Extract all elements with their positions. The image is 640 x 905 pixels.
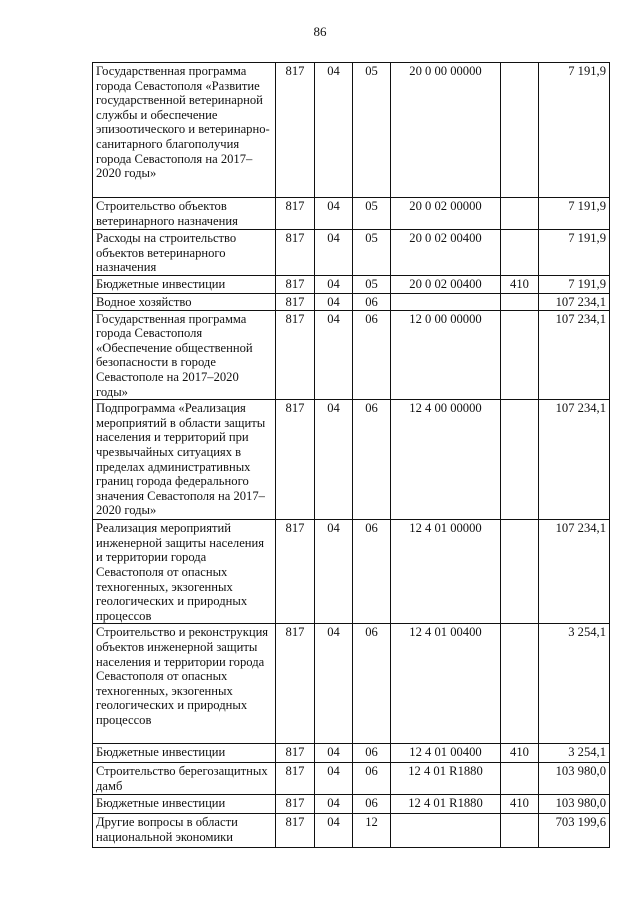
row-name: Бюджетные инвестиции <box>93 795 276 814</box>
expense-type-code <box>501 400 539 520</box>
section-code: 04 <box>315 276 353 294</box>
ministry-code: 817 <box>276 624 315 744</box>
table-row <box>93 310 610 400</box>
subsection-code: 06 <box>353 744 391 763</box>
subsection-code: 06 <box>353 624 391 744</box>
section-code: 04 <box>315 294 353 311</box>
ministry-code: 817 <box>276 198 315 230</box>
section-code: 04 <box>315 763 353 795</box>
ministry-code: 817 <box>276 814 315 848</box>
page-number: 86 <box>313 24 327 39</box>
expense-type-code <box>501 520 539 624</box>
table-row <box>93 63 610 198</box>
ministry-code: 817 <box>276 763 315 795</box>
expense-type-code <box>501 814 539 848</box>
table-row <box>93 198 610 230</box>
target-article-code <box>391 294 501 311</box>
amount: 703 199,6 <box>539 814 610 848</box>
subsection-code: 05 <box>353 230 391 276</box>
expense-type-code <box>501 763 539 795</box>
expense-type-code <box>501 310 539 400</box>
row-name: Расходы на строительство объектов ветеринарного назначения <box>93 230 276 276</box>
subsection-code: 05 <box>353 63 391 198</box>
row-name: Бюджетные инвестиции <box>93 744 276 763</box>
ministry-code: 817 <box>276 310 315 400</box>
row-name: Реализация мероприятий инженерной защиты населения и территории города Севастополя от опасных техногенных, экзогенных геологических и природных процессов <box>93 520 276 624</box>
table-row <box>93 520 610 624</box>
row-name: Бюджетные инвестиции <box>93 276 276 294</box>
row-name: Водное хозяйство <box>93 294 276 311</box>
subsection-code: 06 <box>353 310 391 400</box>
section-code: 04 <box>315 400 353 520</box>
row-name: Подпрограмма «Реализация мероприятий в области защиты населения и территорий при чрезвычайных ситуациях в пределах административных границ города федерального значения Севастополя на 2017–2020 годы» <box>93 400 276 520</box>
target-article-code: 20 0 02 00400 <box>391 276 501 294</box>
expense-type-code <box>501 624 539 744</box>
table-row <box>93 814 610 848</box>
row-name: Государственная программа города Севастополя «Развитие государственной ветеринарной службы и обеспечение эпизоотического и ветеринарно-санитарного благополучия города Севастополя на 2017–2020 годы» <box>93 63 276 198</box>
target-article-code: 20 0 00 00000 <box>391 63 501 198</box>
target-article-code <box>391 814 501 848</box>
amount: 7 191,9 <box>539 276 610 294</box>
table-row <box>93 400 610 520</box>
row-name: Другие вопросы в области национальной экономики <box>93 814 276 848</box>
table-row <box>93 276 610 294</box>
section-code: 04 <box>315 795 353 814</box>
row-name: Строительство берегозащитных дамб <box>93 763 276 795</box>
subsection-code: 05 <box>353 276 391 294</box>
amount: 103 980,0 <box>539 763 610 795</box>
target-article-code: 12 4 01 00400 <box>391 744 501 763</box>
section-code: 04 <box>315 520 353 624</box>
table-row <box>93 744 610 763</box>
table-row <box>93 795 610 814</box>
table-row <box>93 294 610 311</box>
amount: 107 234,1 <box>539 294 610 311</box>
subsection-code: 05 <box>353 198 391 230</box>
target-article-code: 20 0 02 00000 <box>391 198 501 230</box>
ministry-code: 817 <box>276 795 315 814</box>
amount: 7 191,9 <box>539 230 610 276</box>
amount: 7 191,9 <box>539 63 610 198</box>
amount: 107 234,1 <box>539 400 610 520</box>
section-code: 04 <box>315 230 353 276</box>
ministry-code: 817 <box>276 63 315 198</box>
row-name: Строительство и реконструкция объектов инженерной защиты населения и территории города Севастополя от опасных техногенных, экзогенных геологических и природных процессов <box>93 624 276 744</box>
subsection-code: 12 <box>353 814 391 848</box>
budget-table <box>92 62 610 848</box>
subsection-code: 06 <box>353 294 391 311</box>
section-code: 04 <box>315 624 353 744</box>
table-row <box>93 624 610 744</box>
row-name: Строительство объектов ветеринарного назначения <box>93 198 276 230</box>
ministry-code: 817 <box>276 276 315 294</box>
expense-type-code: 410 <box>501 276 539 294</box>
section-code: 04 <box>315 63 353 198</box>
expense-type-code <box>501 198 539 230</box>
amount: 103 980,0 <box>539 795 610 814</box>
amount: 107 234,1 <box>539 310 610 400</box>
section-code: 04 <box>315 310 353 400</box>
ministry-code: 817 <box>276 400 315 520</box>
subsection-code: 06 <box>353 795 391 814</box>
expense-type-code <box>501 230 539 276</box>
amount: 3 254,1 <box>539 624 610 744</box>
ministry-code: 817 <box>276 230 315 276</box>
ministry-code: 817 <box>276 294 315 311</box>
expense-type-code: 410 <box>501 744 539 763</box>
section-code: 04 <box>315 198 353 230</box>
target-article-code: 20 0 02 00400 <box>391 230 501 276</box>
table-row <box>93 763 610 795</box>
target-article-code: 12 4 01 R1880 <box>391 795 501 814</box>
target-article-code: 12 4 01 00000 <box>391 520 501 624</box>
ministry-code: 817 <box>276 744 315 763</box>
amount: 7 191,9 <box>539 198 610 230</box>
amount: 107 234,1 <box>539 520 610 624</box>
expense-type-code: 410 <box>501 795 539 814</box>
row-name: Государственная программа города Севастополя «Обеспечение общественной безопасности в городе Севастополе на 2017–2020 годы» <box>93 310 276 400</box>
table-row <box>93 230 610 276</box>
expense-type-code <box>501 63 539 198</box>
target-article-code: 12 0 00 00000 <box>391 310 501 400</box>
section-code: 04 <box>315 744 353 763</box>
target-article-code: 12 4 01 00400 <box>391 624 501 744</box>
target-article-code: 12 4 01 R1880 <box>391 763 501 795</box>
target-article-code: 12 4 00 00000 <box>391 400 501 520</box>
subsection-code: 06 <box>353 520 391 624</box>
ministry-code: 817 <box>276 520 315 624</box>
expense-type-code <box>501 294 539 311</box>
amount: 3 254,1 <box>539 744 610 763</box>
subsection-code: 06 <box>353 763 391 795</box>
subsection-code: 06 <box>353 400 391 520</box>
section-code: 04 <box>315 814 353 848</box>
